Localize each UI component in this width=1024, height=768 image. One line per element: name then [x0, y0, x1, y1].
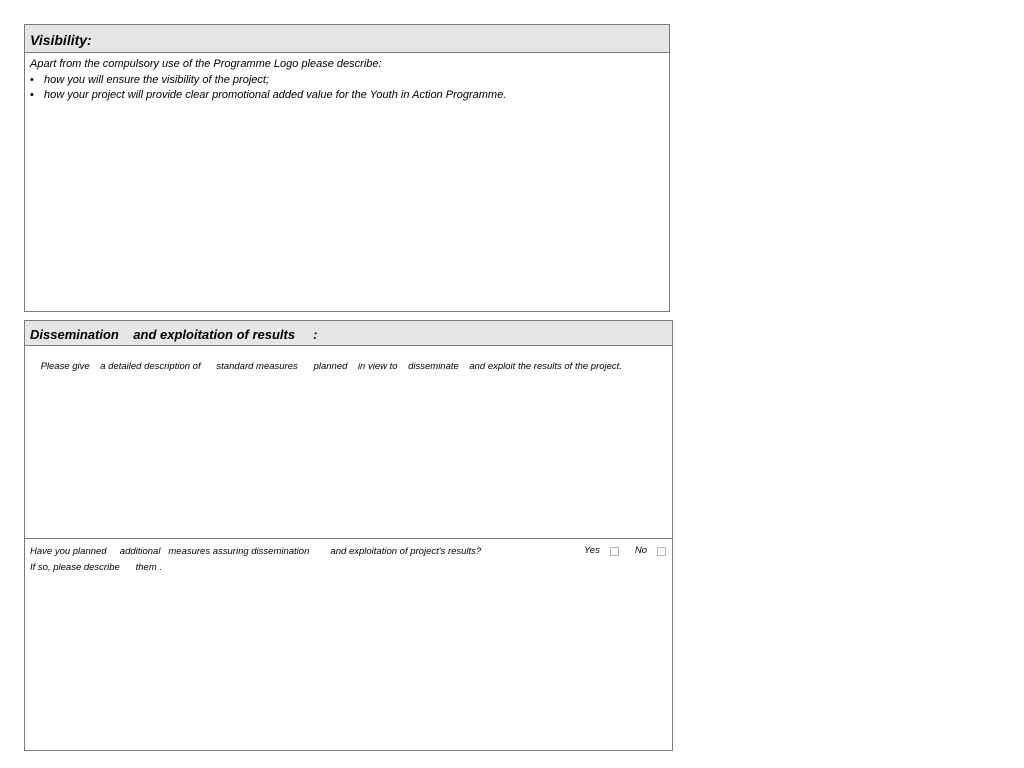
yes-no-group — [584, 543, 666, 559]
additional-measures-area[interactable] — [25, 539, 672, 576]
no-label: No — [634, 545, 647, 556]
dissemination-description-area[interactable] — [25, 346, 672, 539]
dissemination-section — [24, 320, 673, 751]
yes-checkbox[interactable] — [610, 547, 619, 556]
no-checkbox[interactable] — [657, 547, 666, 556]
visibility-title: Visibility: — [25, 25, 669, 53]
yes-label: Yes — [583, 545, 600, 556]
bullet-text: how you will ensure the visibility of the project; — [44, 73, 269, 86]
dissemination-title: Dissemination and exploitation of results : — [25, 321, 672, 346]
additional-measures-question: Have you planned additional measures assuring dissemination and exploitation of project's results? — [30, 546, 482, 557]
bullet-glyph: • — [30, 89, 34, 101]
visibility-intro: Apart from the compulsory use of the Programme Logo please describe: — [30, 58, 382, 70]
visibility-text-area[interactable] — [25, 53, 669, 104]
visibility-section — [24, 24, 670, 312]
visibility-bullet-2 — [30, 88, 664, 104]
dissemination-description: Please give a detailed description of standard measures planned in view to disseminate and exploit the results of the project. — [40, 361, 622, 372]
bullet-glyph: • — [30, 73, 34, 86]
additional-measures-follow-up: If so, please describe them . — [30, 562, 163, 573]
visibility-bullet-1 — [30, 73, 664, 89]
bullet-text: how your project will provide clear promotional added value for the Youth in Action Programme. — [44, 89, 507, 101]
